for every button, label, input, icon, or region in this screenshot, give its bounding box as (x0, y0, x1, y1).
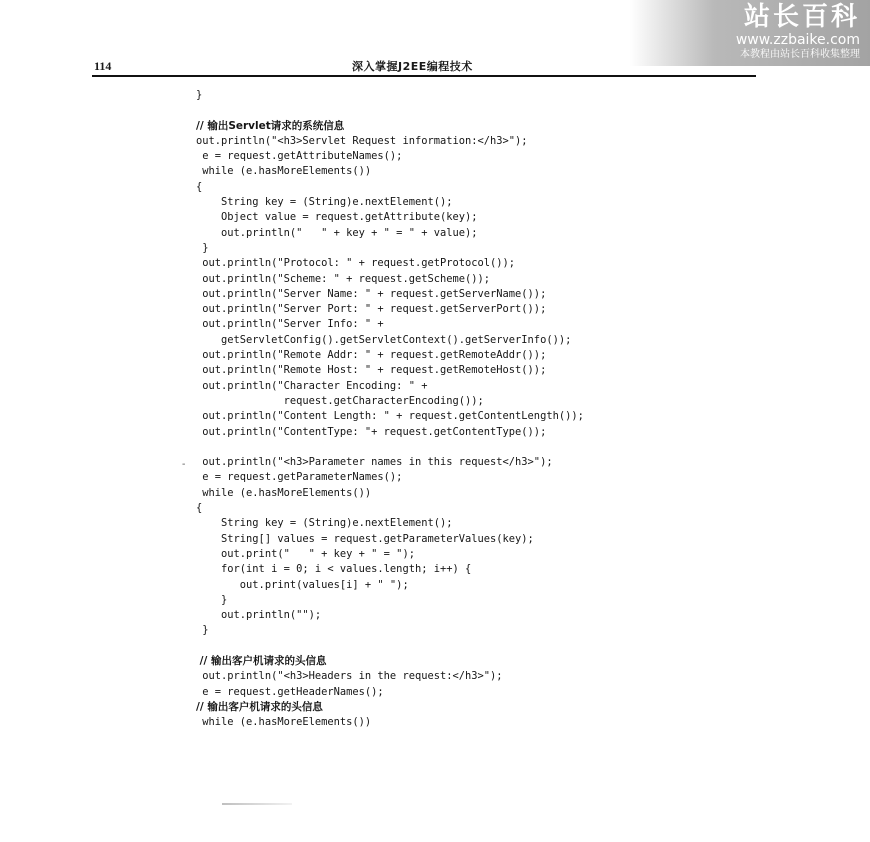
page-number: 114 (94, 59, 112, 73)
code-comment-line: // 输出Servlet请求的系统信息 (196, 119, 345, 132)
code-line: out.println("Remote Addr: " + request.getRemoteAddr()); (196, 349, 547, 362)
watermark-url: www.zzbaike.com (735, 32, 860, 48)
running-header-title: 深入掌握J2EE编程技术 (352, 60, 473, 73)
code-listing (196, 88, 584, 730)
code-line: e = request.getHeaderNames(); (196, 685, 384, 698)
code-line: } (196, 624, 209, 637)
code-line: request.getCharacterEncoding()); (196, 394, 484, 407)
code-line: out.println("<h3>Headers in the request:</h3>"); (196, 670, 503, 683)
code-line: out.println("Protocol: " + request.getProtocol()); (196, 257, 516, 270)
header-divider (92, 75, 756, 77)
code-line: out.println("<h3>Servlet Request information:</h3>"); (196, 134, 528, 147)
code-line: } (196, 89, 203, 101)
code-line: } (196, 241, 209, 254)
code-line: while (e.hasMoreElements()) (196, 716, 372, 729)
code-line: Object value = request.getAttribute(key); (196, 211, 478, 224)
code-line: while (e.hasMoreElements()) (196, 165, 372, 178)
watermark-logo (630, 0, 870, 66)
code-line: { (196, 502, 203, 515)
code-line: out.println("Content Length: " + request.getContentLength()); (196, 410, 584, 423)
code-line: out.println("Character Encoding: " + (196, 379, 428, 392)
code-line: while (e.hasMoreElements()) (196, 486, 372, 499)
code-line: out.println("Server Info: " + (196, 318, 384, 331)
code-line (196, 440, 584, 455)
code-line: e = request.getParameterNames(); (196, 471, 403, 484)
code-comment-line: // 输出客户机请求的头信息 (196, 654, 327, 667)
code-line: String key = (String)e.nextElement(); (196, 196, 453, 209)
code-line (196, 639, 584, 654)
watermark-tagline: 本教程由站长百科收集整理 (740, 49, 860, 60)
code-line: String key = (String)e.nextElement(); (196, 517, 453, 530)
code-line: out.println("ContentType: "+ request.getContentType()); (196, 425, 547, 438)
code-line: out.println(" " + key + " = " + value); (196, 226, 478, 239)
code-line: out.print(" " + key + " = "); (196, 547, 415, 560)
stray-mark: - (182, 459, 186, 470)
code-line: e = request.getAttributeNames(); (196, 150, 403, 163)
code-line: out.println("Server Name: " + request.getServerName()); (196, 287, 547, 300)
code-line: getServletConfig().getServletContext().getServerInfo()); (196, 333, 572, 346)
code-line: } (196, 593, 228, 606)
code-line: out.print(values[i] + " "); (196, 578, 409, 591)
code-line: out.println(""); (196, 609, 322, 622)
code-line: out.println("Scheme: " + request.getScheme()); (196, 272, 491, 285)
code-line (196, 103, 584, 118)
code-line: out.println("<h3>Parameter names in this request</h3>"); (196, 456, 553, 469)
code-line: for(int i = 0; i < values.length; i++) { (196, 563, 472, 576)
watermark-brand: 站长百科 (743, 2, 860, 32)
code-line: String[] values = request.getParameterValues(key); (196, 532, 534, 545)
code-line: { (196, 180, 203, 193)
scan-smudge (222, 803, 292, 805)
code-line: out.println("Server Port: " + request.getServerPort()); (196, 303, 547, 316)
code-comment-line: // 输出客户机请求的头信息 (196, 700, 323, 713)
code-line: out.println("Remote Host: " + request.getRemoteHost()); (196, 364, 547, 377)
